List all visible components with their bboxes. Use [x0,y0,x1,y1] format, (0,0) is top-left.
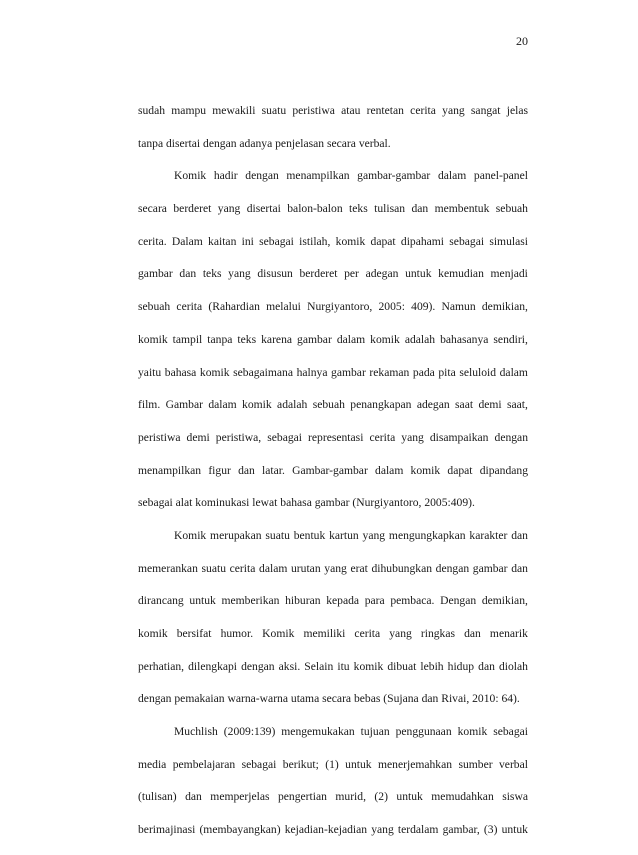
text-line: tanpa disertai dengan adanya penjelasan secara verbal. [138,136,391,150]
text-line: film. Gambar dalam komik adalah sebuah penangkapan adegan saat demi saat, [138,398,528,412]
body-text [138,103,528,855]
text-line: komik tampil tanpa teks karena gambar dalam komik adalah bahasanya sendiri, [138,332,528,346]
text-line: Muchlish (2009:139) mengemukakan tujuan penggunaan komik sebagai [174,725,528,739]
text-line: media pembelajaran sebagai berikut; (1) untuk menerjemahkan sumber verbal [138,757,528,771]
text-line: memerankan suatu cerita dalam urutan yang erat dihubungkan dengan gambar dan [138,561,528,575]
text-line: perhatian, dilengkapi dengan aksi. Selain itu komik dibuat lebih hidup dan diolah [138,659,528,673]
text-line: dirancang untuk memberikan hiburan kepada para pembaca. Dengan demikian, [138,594,528,608]
text-line: gambar dan teks yang disusun berderet per adegan untuk kemudian menjadi [138,267,528,281]
text-line: menampilkan figur dan latar. Gambar-gambar dalam komik dapat dipandang [138,463,528,477]
text-line: yaitu bahasa komik sebagaimana halnya gambar rekaman pada pita seluloid dalam [138,365,528,379]
text-line: sudah mampu mewakili suatu peristiwa atau rentetan cerita yang sangat jelas [138,104,528,117]
text-line: Komik hadir dengan menampilkan gambar-gambar dalam panel-panel [174,169,528,183]
text-line: cerita. Dalam kaitan ini sebagai istilah, komik dapat dipahami sebagai simulasi [138,234,528,248]
text-line: sebagai alat kominukasi lewat bahasa gambar (Nurgiyantoro, 2005:409). [138,496,475,510]
text-line: (tulisan) dan memperjelas pengertian murid, (2) untuk memudahkan siswa [138,790,528,804]
text-line: peristiwa demi peristiwa, sebagai representasi cerita yang disampaikan dengan [138,430,528,444]
page-number: 20 [516,34,528,48]
text-line: Komik merupakan suatu bentuk kartun yang mengungkapkan karakter dan [174,528,528,542]
text-line: sebuah cerita (Rahardian melalui Nurgiyantoro, 2005: 409). Namun demikian, [138,300,528,314]
text-line: komik bersifat humor. Komik memiliki cerita yang ringkas dan menarik [138,627,528,640]
text-line: secara berderet yang disertai balon-balon teks tulisan dan membentuk sebuah [138,202,528,216]
text-line: berimajinasi (membayangkan) kejadian-kejadian yang terdalam gambar, (3) untuk [138,823,528,837]
text-line: dengan pemakaian warna-warna utama secara bebas (Sujana dan Rivai, 2010: 64). [138,692,520,706]
